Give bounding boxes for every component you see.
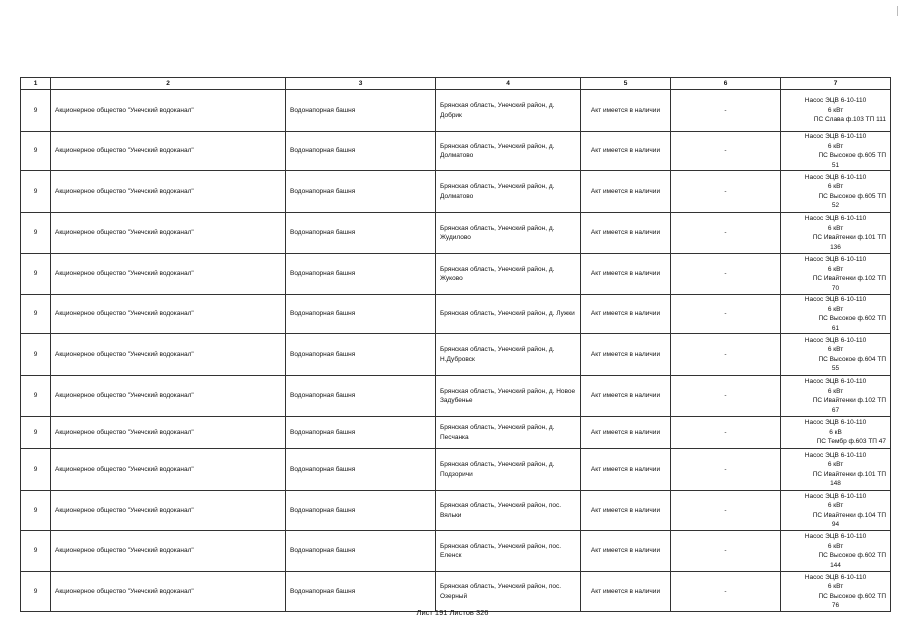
act-status-cell: Акт имеется в наличии (581, 213, 671, 254)
supply-extra-line: 94 (831, 521, 840, 528)
note-cell: - (671, 132, 781, 171)
organization-cell: Акционерное общество "Унечский водоканал" (51, 90, 286, 132)
location-cell: Брянская область, Унечский район, д. Долматово (436, 171, 581, 213)
row-number-cell: 9 (21, 254, 51, 295)
organization-cell: Акционерное общество "Унечский водоканал" (51, 376, 286, 417)
header-col-2: 2 (51, 78, 286, 90)
table-row (21, 295, 891, 334)
pump-line: Насос ЭЦВ 6-10-110 (804, 97, 867, 105)
act-status-cell: Акт имеется в наличии (581, 254, 671, 295)
organization-cell: Акционерное общество "Унечский водоканал" (51, 334, 286, 376)
object-cell: Водонапорная башня (286, 213, 436, 254)
row-number-cell: 9 (21, 132, 51, 171)
organization-cell: Акционерное общество "Унечский водоканал" (51, 491, 286, 531)
object-cell: Водонапорная башня (286, 90, 436, 132)
power-line: 6 кВт (827, 142, 844, 150)
pump-line: Насос ЭЦВ 6-10-110 (804, 573, 867, 581)
supply-extra-line: 61 (831, 324, 840, 332)
supply-extra-line: 144 (830, 561, 841, 569)
power-line: 6 кВт (827, 502, 844, 509)
organization-cell: Акционерное общество "Унечский водоканал" (51, 213, 286, 254)
location-cell: Брянская область, Унечский район, пос. Еленск (436, 531, 581, 572)
organization-cell: Акционерное общество "Унечский водоканал" (51, 295, 286, 334)
table-header-row (21, 78, 891, 90)
pump-line: Насос ЭЦВ 6-10-110 (804, 133, 867, 140)
header-col-4: 4 (436, 78, 581, 90)
object-cell: Водонапорная башня (286, 334, 436, 376)
row-number-cell: 9 (21, 491, 51, 531)
pump-line: Насос ЭЦВ 6-10-110 (804, 256, 867, 263)
act-status-cell: Акт имеется в наличии (581, 132, 671, 171)
note-cell: - (671, 449, 781, 491)
equipment-cell (781, 376, 891, 417)
location-cell: Брянская область, Унечский район, д. Лужки (436, 295, 581, 334)
pump-line: Насос ЭЦВ 6-10-110 (804, 215, 867, 222)
object-cell: Водонапорная башня (286, 449, 436, 491)
table-row (21, 213, 891, 254)
row-number-cell: 9 (21, 334, 51, 376)
table-row (21, 531, 891, 572)
note-cell: - (671, 90, 781, 132)
header-col-1: 1 (21, 78, 51, 90)
power-line: 6 кВт (827, 265, 844, 273)
supply-line: ПС Ивайтенки ф.104 ТП (812, 511, 886, 519)
location-cell: Брянская область, Унечский район, д. Подзоричи (436, 449, 581, 491)
location-cell: Брянская область, Унечский район, пос. Вяльки (436, 491, 581, 531)
page-edge-mark (897, 6, 898, 16)
note-cell: - (671, 334, 781, 376)
row-number-cell: 9 (21, 295, 51, 334)
equipment-cell (781, 254, 891, 295)
note-cell: - (671, 491, 781, 531)
table-row (21, 334, 891, 376)
page-footer: Лист 191 Листов 326 (416, 608, 489, 617)
supply-extra-line: 52 (831, 202, 840, 209)
supply-line: ПС Высокое ф.602 ТП (818, 552, 886, 559)
note-cell: - (671, 171, 781, 213)
location-cell: Брянская область, Унечский район, д. Долматово (436, 132, 581, 171)
pump-line: Насос ЭЦВ 6-10-110 (804, 336, 867, 344)
supply-extra-line: 136 (830, 243, 841, 251)
header-col-7: 7 (781, 78, 891, 90)
note-cell: - (671, 295, 781, 334)
header-col-5: 5 (581, 78, 671, 90)
organization-cell: Акционерное общество "Унечский водоканал" (51, 132, 286, 171)
power-line: 6 кВт (827, 346, 844, 353)
pump-line: Насос ЭЦВ 6-10-110 (804, 533, 867, 540)
row-number-cell: 9 (21, 171, 51, 213)
supply-line: ПС Ивайтенки ф.101 ТП (812, 234, 886, 241)
equipment-cell (781, 213, 891, 254)
act-status-cell: Акт имеется в наличии (581, 531, 671, 572)
location-cell: Брянская область, Унечский район, д. Добрик (436, 90, 581, 132)
supply-line: ПС Слава ф.103 ТП 111 (813, 116, 886, 124)
supply-extra-line: 67 (831, 406, 840, 414)
object-cell: Водонапорная башня (286, 491, 436, 531)
supply-extra-line: 76 (831, 602, 840, 609)
row-number-cell: 9 (21, 376, 51, 417)
table-row (21, 90, 891, 132)
act-status-cell: Акт имеется в наличии (581, 90, 671, 132)
pump-line: Насос ЭЦВ 6-10-110 (804, 451, 867, 459)
act-status-cell: Акт имеется в наличии (581, 572, 671, 612)
object-cell: Водонапорная башня (286, 295, 436, 334)
act-status-cell: Акт имеется в наличии (581, 491, 671, 531)
table-row (21, 491, 891, 531)
supply-extra-line: 148 (830, 480, 841, 487)
power-line: 6 кВт (827, 224, 844, 232)
equipment-cell (781, 572, 891, 612)
header-col-6: 6 (671, 78, 781, 90)
row-number-cell: 9 (21, 572, 51, 612)
organization-cell: Акционерное общество "Унечский водоканал" (51, 417, 286, 449)
organization-cell: Акционерное общество "Унечский водоканал" (51, 449, 286, 491)
equipment-cell (781, 295, 891, 334)
equipment-cell (781, 132, 891, 171)
note-cell: - (671, 213, 781, 254)
object-cell: Водонапорная башня (286, 171, 436, 213)
location-cell: Брянская область, Унечский район, д. Новое Задубенье (436, 376, 581, 417)
supply-line: ПС Ивайтенки ф.102 ТП (812, 275, 886, 282)
pump-line: Насос ЭЦВ 6-10-110 (804, 492, 867, 500)
pump-line: Насос ЭЦВ 6-10-110 (804, 419, 867, 427)
power-line: 6 кВт (827, 183, 844, 190)
pump-line: Насос ЭЦВ 6-10-110 (804, 378, 867, 385)
act-status-cell: Акт имеется в наличии (581, 295, 671, 334)
registry-table (20, 77, 891, 612)
power-line: 6 кВт (827, 106, 844, 114)
supply-line: ПС Высокое ф.605 ТП (818, 192, 886, 200)
act-status-cell: Акт имеется в наличии (581, 417, 671, 449)
row-number-cell: 9 (21, 213, 51, 254)
note-cell: - (671, 531, 781, 572)
power-line: 6 кВт (827, 387, 844, 395)
table-row (21, 376, 891, 417)
object-cell: Водонапорная башня (286, 254, 436, 295)
table-row (21, 417, 891, 449)
pump-line: Насос ЭЦВ 6-10-110 (804, 296, 867, 303)
organization-cell: Акционерное общество "Унечский водоканал" (51, 254, 286, 295)
location-cell: Брянская область, Унечский район, пос. Озерный (436, 572, 581, 612)
supply-line: ПС Ивайтенки ф.101 ТП (812, 470, 886, 478)
row-number-cell: 9 (21, 417, 51, 449)
location-cell: Брянская область, Унечский район, д. Жудилово (436, 213, 581, 254)
header-col-3: 3 (286, 78, 436, 90)
note-cell: - (671, 417, 781, 449)
power-line: 6 кВт (827, 461, 844, 468)
object-cell: Водонапорная башня (286, 572, 436, 612)
power-line: 6 кВ (829, 428, 842, 436)
equipment-cell (781, 90, 891, 132)
note-cell: - (671, 572, 781, 612)
supply-extra-line: 55 (831, 365, 840, 372)
row-number-cell: 9 (21, 90, 51, 132)
supply-line: ПС Высокое ф.602 ТП (818, 592, 886, 600)
supply-line: ПС Высокое ф.604 ТП (818, 355, 886, 363)
location-cell: Брянская область, Унечский район, д. Песчанка (436, 417, 581, 449)
power-line: 6 кВт (827, 305, 844, 313)
act-status-cell: Акт имеется в наличии (581, 334, 671, 376)
table-row (21, 171, 891, 213)
note-cell: - (671, 376, 781, 417)
supply-extra-line: 70 (831, 284, 840, 292)
organization-cell: Акционерное общество "Унечский водоканал" (51, 171, 286, 213)
supply-line: ПС Ивайтенки ф.102 ТП (812, 397, 886, 404)
act-status-cell: Акт имеется в наличии (581, 376, 671, 417)
equipment-cell (781, 491, 891, 531)
equipment-cell (781, 334, 891, 376)
act-status-cell: Акт имеется в наличии (581, 171, 671, 213)
object-cell: Водонапорная башня (286, 417, 436, 449)
location-cell: Брянская область, Унечский район, д. Н.Дубровск (436, 334, 581, 376)
power-line: 6 кВт (827, 583, 844, 590)
note-cell: - (671, 254, 781, 295)
supply-extra-line: 51 (831, 161, 840, 169)
supply-line: ПС Высокое ф.602 ТП (818, 315, 886, 322)
object-cell: Водонапорная башня (286, 531, 436, 572)
organization-cell: Акционерное общество "Унечский водоканал" (51, 531, 286, 572)
row-number-cell: 9 (21, 531, 51, 572)
table-body (21, 90, 891, 612)
equipment-cell (781, 449, 891, 491)
table-row (21, 132, 891, 171)
location-cell: Брянская область, Унечский район, д. Жуково (436, 254, 581, 295)
organization-cell: Акционерное общество "Унечский водоканал" (51, 572, 286, 612)
row-number-cell: 9 (21, 449, 51, 491)
table-row (21, 254, 891, 295)
table-row (21, 572, 891, 612)
act-status-cell: Акт имеется в наличии (581, 449, 671, 491)
supply-line: ПС Высокое ф.605 ТП (818, 152, 886, 159)
object-cell: Водонапорная башня (286, 132, 436, 171)
equipment-cell (781, 417, 891, 449)
object-cell: Водонапорная башня (286, 376, 436, 417)
power-line: 6 кВт (827, 542, 844, 550)
supply-line: ПС Тембр ф.603 ТП 47 (816, 438, 886, 446)
equipment-cell (781, 531, 891, 572)
table-row (21, 449, 891, 491)
pump-line: Насос ЭЦВ 6-10-110 (804, 173, 867, 181)
equipment-cell (781, 171, 891, 213)
